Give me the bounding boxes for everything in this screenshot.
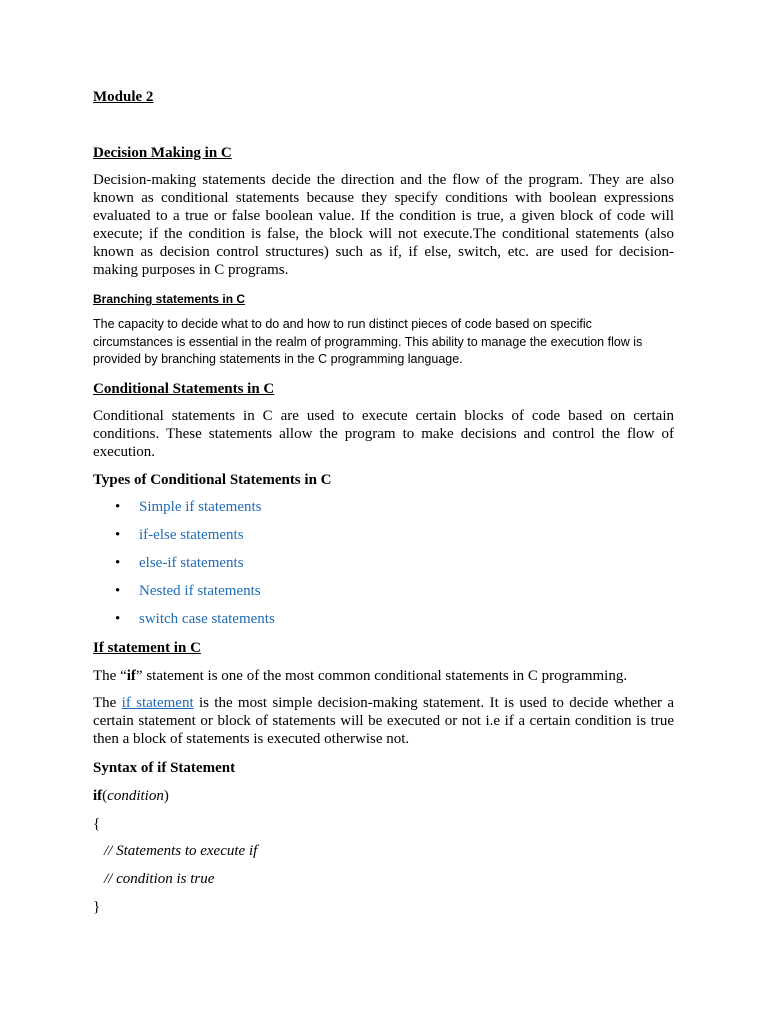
if-paragraph-pre: The	[93, 695, 122, 711]
if-paragraph	[93, 694, 674, 748]
if-keyword: if	[126, 668, 136, 684]
branching-paragraph: The capacity to decide what to do and how to run distinct pieces of code based on specific circumstances is essential in the realm of programming. This ability to manage the execution flow is provided by branching statements in the C programming language.	[93, 317, 643, 366]
if-statement-heading: If statement in C	[93, 640, 201, 656]
syntax-heading: Syntax of if Statement	[93, 760, 236, 776]
bullet: •	[115, 611, 121, 627]
syntax-condition: condition	[107, 788, 164, 804]
syntax-if-line	[93, 787, 674, 805]
bullet: •	[115, 583, 121, 599]
conditional-heading: Conditional Statements in C	[93, 381, 275, 397]
if-line-1	[93, 667, 674, 685]
type-link-simple-if[interactable]: Simple if statements	[139, 499, 262, 515]
decision-making-heading: Decision Making in C	[93, 145, 232, 161]
if-paragraph-post: is the most simple decision-making statement. It is used to decide whether a certain statement or block of statements will be executed or not i.e if a certain condition is true then a block of statements is executed otherwise not.	[93, 695, 674, 747]
type-link-switch-case[interactable]: switch case statements	[139, 611, 275, 627]
branching-heading: Branching statements in C	[93, 292, 246, 306]
syntax-comment-2: // condition is true	[104, 871, 215, 887]
type-link-else-if[interactable]: else-if statements	[139, 555, 244, 571]
type-link-if-else[interactable]: if-else statements	[139, 527, 244, 543]
bullet: •	[115, 555, 121, 571]
types-heading: Types of Conditional Statements in C	[93, 472, 332, 488]
syntax-close-brace: }	[93, 899, 101, 915]
module-title: Module 2	[93, 89, 154, 105]
conditional-paragraph: Conditional statements in C are used to execute certain blocks of code based on certain conditions. These statements allow the program to make decisions and control the flow of execution.	[93, 408, 674, 460]
syntax-open-paren: (	[102, 788, 108, 804]
syntax-close-paren: )	[163, 788, 169, 804]
syntax-keyword: if	[93, 788, 103, 804]
decision-making-paragraph: Decision-making statements decide the direction and the flow of the program. They are also known as conditional statements because they specify conditions with boolean expressions evaluated to a true or false boolean value. If the condition is true, a given block of code will execute; if the condition is false, the block will not execute.The conditional statements (also known as decision control structures) such as if, if else, switch, etc. are used for decision-making purposes in C programs.	[93, 172, 674, 278]
bullet: •	[115, 499, 121, 515]
if-statement-link[interactable]: if statement	[121, 695, 194, 711]
type-link-nested-if[interactable]: Nested if statements	[139, 583, 261, 599]
if-line-1-post: ” statement is one of the most common conditional statements in C programming.	[135, 668, 628, 684]
syntax-comment-1: // Statements to execute if	[104, 843, 258, 859]
syntax-open-brace: {	[93, 816, 101, 832]
if-line-1-pre: The “	[93, 668, 127, 684]
bullet: •	[115, 527, 121, 543]
